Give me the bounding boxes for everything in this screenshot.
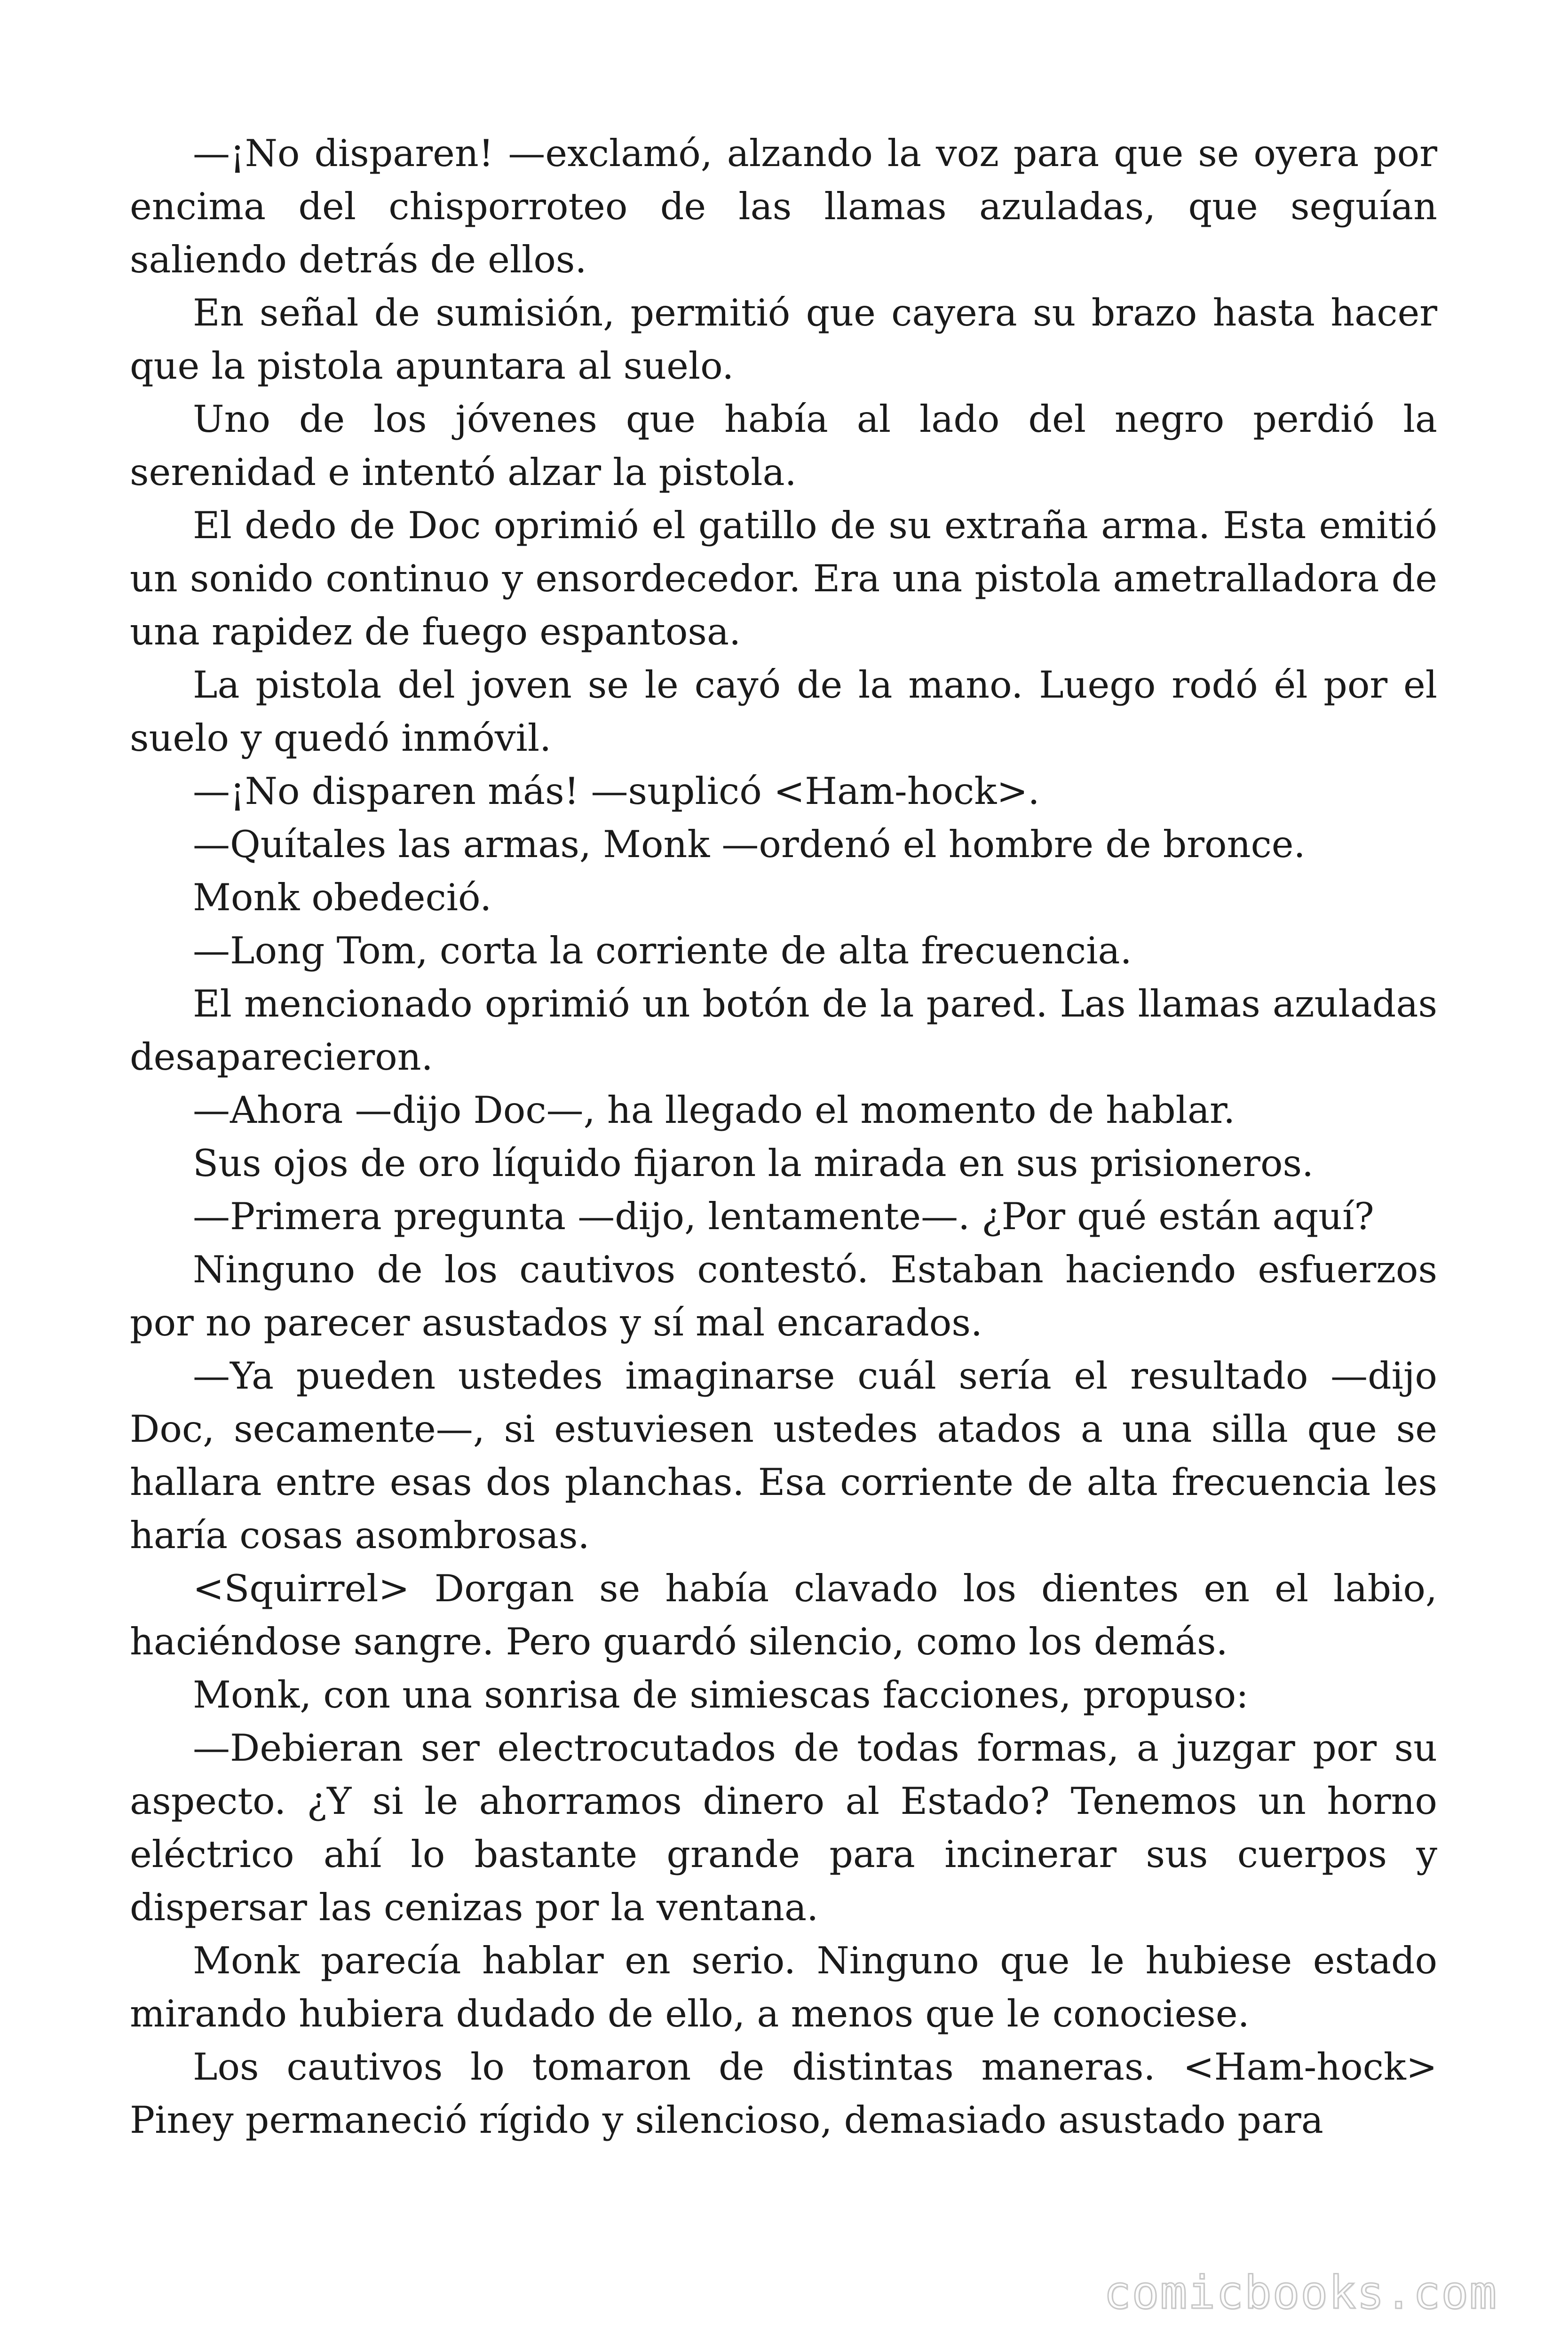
paragraph: Monk parecía hablar en serio. Ninguno que le hubiese estado mirando hubiera dudado de ello, a menos que le conociese. — [130, 1939, 1437, 2035]
paragraph: Uno de los jóvenes que había al lado del negro perdió la serenidad e intentó alzar la pistola. — [130, 397, 1437, 494]
paragraph: —¡No disparen más! —suplicó <Ham-hock>. — [193, 770, 1040, 813]
paragraph: —Ya pueden ustedes imaginarse cuál sería el resultado —dijo Doc, secamente—, si estuviesen ustedes atados a una silla que se hallara entre esas dos planchas. Esa corriente de alta frecuencia les haría cosas asombrosas. — [130, 1354, 1437, 1557]
paragraph: —Debieran ser electrocutados de todas formas, a juzgar por su aspecto. ¿Y si le ahorramos dinero al Estado? Tenemos un horno eléctrico ahí lo bastante grande para incinerar sus cuerpos y dispersar las cenizas por la ventana. — [130, 1726, 1437, 1929]
paragraph: —Long Tom, corta la corriente de alta frecuencia. — [193, 929, 1132, 972]
paragraph: —Ahora —dijo Doc—, ha llegado el momento de hablar. — [193, 1089, 1235, 1132]
paragraph: Los cautivos lo tomaron de distintas maneras. <Ham-hock> Piney permaneció rígido y silencioso, demasiado asustado para — [130, 2045, 1437, 2142]
paragraph: —Primera pregunta —dijo, lentamente—. ¿Por qué están aquí? — [193, 1195, 1374, 1238]
paragraph: Ninguno de los cautivos contestó. Estaban haciendo esfuerzos por no parecer asustados y sí mal encarados. — [130, 1248, 1437, 1344]
site-watermark: comicbooks.com — [1103, 2266, 1497, 2319]
paragraph: En señal de sumisión, permitió que cayera su brazo hasta hacer que la pistola apuntara al suelo. — [130, 291, 1437, 388]
paragraph: Sus ojos de oro líquido fijaron la mirada en sus prisioneros. — [193, 1142, 1314, 1185]
paragraph: <Squirrel> Dorgan se había clavado los dientes en el labio, haciéndose sangre. Pero guardó silencio, como los demás. — [130, 1567, 1437, 1663]
paragraph: El mencionado oprimió un botón de la pared. Las llamas azuladas desaparecieron. — [130, 982, 1437, 1079]
paragraph: —Quítales las armas, Monk —ordenó el hombre de bronce. — [193, 823, 1306, 866]
paragraph: El dedo de Doc oprimió el gatillo de su extraña arma. Esta emitió un sonido continuo y ensordecedor. Era una pistola ametralladora de una rapidez de fuego espantosa. — [130, 504, 1437, 653]
paragraph: Monk obedeció. — [193, 876, 492, 919]
body-text — [130, 127, 1437, 2147]
paragraph: —¡No disparen! —exclamó, alzando la voz para que se oyera por encima del chisporroteo de las llamas azuladas, que seguían saliendo detrás de ellos. — [130, 132, 1437, 281]
paragraph: Monk, con una sonrisa de simiescas facciones, propuso: — [193, 1673, 1249, 1716]
paragraph: La pistola del joven se le cayó de la mano. Luego rodó él por el suelo y quedó inmóvil. — [130, 663, 1437, 760]
